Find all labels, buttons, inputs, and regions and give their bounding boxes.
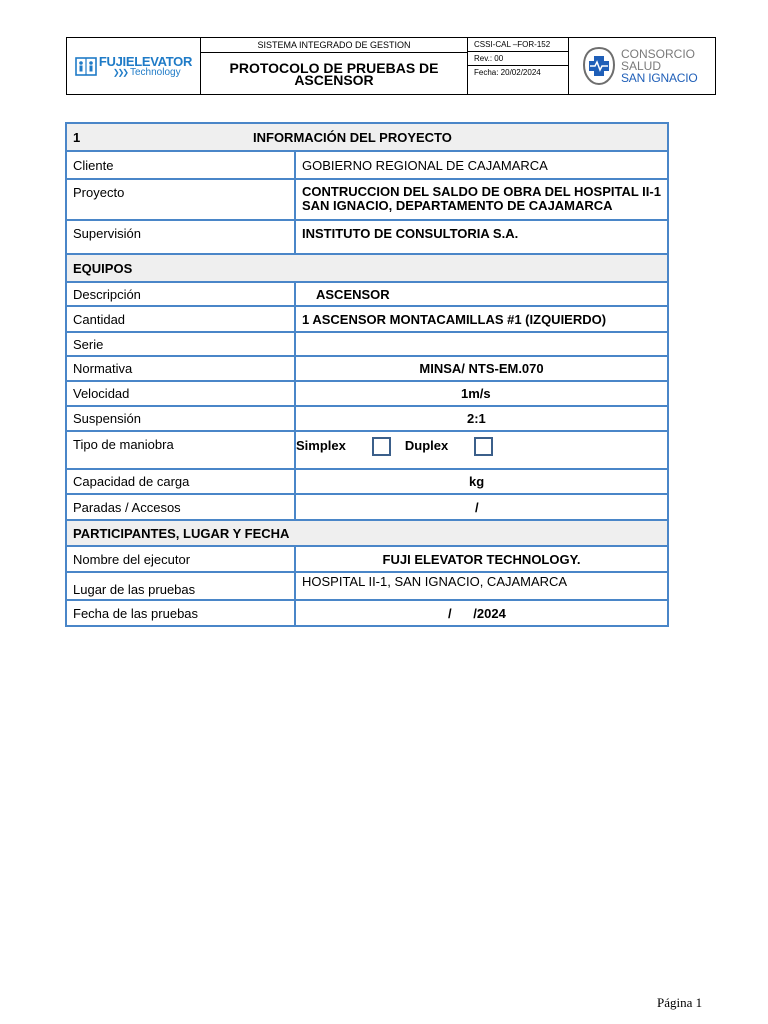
section-title-equipment: EQUIPOS bbox=[66, 254, 668, 282]
table-row bbox=[66, 406, 668, 431]
row-label-supervision: Supervisión bbox=[66, 220, 295, 254]
row-label-fecha: Fecha de las pruebas bbox=[66, 600, 295, 626]
row-value-normativa: MINSA/ NTS-EM.070 bbox=[295, 356, 668, 381]
consorcio-line3: SAN IGNACIO bbox=[621, 71, 698, 85]
row-value-serie bbox=[295, 332, 668, 356]
row-label-paradas: Paradas / Accesos bbox=[66, 494, 295, 520]
consorcio-line2: SALUD bbox=[621, 59, 662, 73]
section-header-equipment bbox=[66, 254, 668, 282]
title-cell bbox=[201, 38, 468, 94]
table-row bbox=[66, 282, 668, 306]
consorcio-line1: CONSORCIO bbox=[621, 47, 696, 61]
row-label-cantidad: Cantidad bbox=[66, 306, 295, 332]
chevrons-icon: ❯❯❯ bbox=[112, 67, 127, 77]
row-label-suspension: Suspensión bbox=[66, 406, 295, 431]
simplex-checkbox[interactable] bbox=[372, 437, 391, 456]
table-row bbox=[66, 332, 668, 356]
consorcio-logo bbox=[569, 38, 715, 94]
table-row bbox=[66, 546, 668, 572]
row-value-proyecto-line1: CONTRUCCION DEL SALDO DE OBRA DEL HOSPITAL II-1 bbox=[302, 184, 661, 199]
table-row bbox=[66, 572, 668, 600]
row-value-lugar: HOSPITAL II-1, SAN IGNACIO, CAJAMARCA bbox=[295, 572, 668, 600]
row-label-normativa: Normativa bbox=[66, 356, 295, 381]
row-value-cantidad: 1 ASCENSOR MONTACAMILLAS #1 (IZQUIERDO) bbox=[295, 306, 668, 332]
page-number: Página 1 bbox=[657, 995, 703, 1010]
section-title-project: INFORMACIÓN DEL PROYECTO bbox=[253, 129, 452, 145]
section-title-participants: PARTICIPANTES, LUGAR Y FECHA bbox=[66, 520, 668, 546]
row-value-paradas: / bbox=[295, 494, 668, 520]
table-row bbox=[66, 469, 668, 494]
medical-cross-icon bbox=[581, 46, 617, 86]
row-label-lugar: Lugar de las pruebas bbox=[66, 572, 295, 600]
row-value-supervision: INSTITUTO DE CONSULTORIA S.A. bbox=[295, 220, 668, 254]
row-value-ejecutor: FUJI ELEVATOR TECHNOLOGY. bbox=[295, 546, 668, 572]
document-revision: Rev.: 00 bbox=[468, 52, 568, 66]
table-row bbox=[66, 306, 668, 332]
document-code: CSSI-CAL –FOR-152 bbox=[468, 38, 568, 52]
document-header bbox=[66, 37, 716, 95]
section-header-participants bbox=[66, 520, 668, 546]
row-label-velocidad: Velocidad bbox=[66, 381, 295, 406]
row-value-suspension: 2:1 bbox=[295, 406, 668, 431]
table-row bbox=[66, 220, 668, 254]
row-label-capacidad: Capacidad de carga bbox=[66, 469, 295, 494]
section-header-project bbox=[66, 123, 668, 151]
option-simplex-label: Simplex bbox=[296, 437, 346, 453]
section-number: 1 bbox=[66, 123, 295, 151]
row-value-proyecto-line2: SAN IGNACIO, DEPARTAMENTO DE CAJAMARCA bbox=[302, 198, 613, 213]
fujielevator-sub: Technology bbox=[130, 66, 181, 78]
table-row bbox=[66, 356, 668, 381]
row-value-capacidad: kg bbox=[295, 469, 668, 494]
table-row bbox=[66, 494, 668, 520]
duplex-checkbox[interactable] bbox=[474, 437, 493, 456]
row-value-descripcion: ASCENSOR bbox=[295, 282, 668, 306]
row-value-velocidad: 1m/s bbox=[295, 381, 668, 406]
document-codes bbox=[468, 38, 569, 94]
table-row bbox=[66, 179, 668, 220]
row-label-maniobra: Tipo de maniobra bbox=[66, 431, 295, 469]
project-info-table bbox=[65, 122, 669, 627]
system-label: SISTEMA INTEGRADO DE GESTION bbox=[201, 38, 467, 53]
elevator-logo-icon bbox=[75, 55, 97, 77]
row-label-proyecto: Proyecto bbox=[66, 179, 295, 220]
table-row bbox=[66, 381, 668, 406]
fujielevator-name: FUJIELEVATOR bbox=[98, 53, 193, 69]
row-label-serie: Serie bbox=[66, 332, 295, 356]
table-row bbox=[66, 431, 668, 469]
fujielevator-logo bbox=[67, 38, 201, 94]
option-duplex-label: Duplex bbox=[404, 437, 449, 453]
table-row bbox=[66, 600, 668, 626]
document-title: PROTOCOLO DE PRUEBAS DE ASCENSOR bbox=[229, 60, 439, 88]
row-label-cliente: Cliente bbox=[66, 151, 295, 179]
table-row bbox=[66, 151, 668, 179]
row-value-fecha: / /2024 bbox=[295, 600, 668, 626]
document-date: Fecha: 20/02/2024 bbox=[474, 68, 541, 77]
row-label-descripcion: Descripción bbox=[66, 282, 295, 306]
row-label-ejecutor: Nombre del ejecutor bbox=[66, 546, 295, 572]
row-value-cliente: GOBIERNO REGIONAL DE CAJAMARCA bbox=[295, 151, 668, 179]
